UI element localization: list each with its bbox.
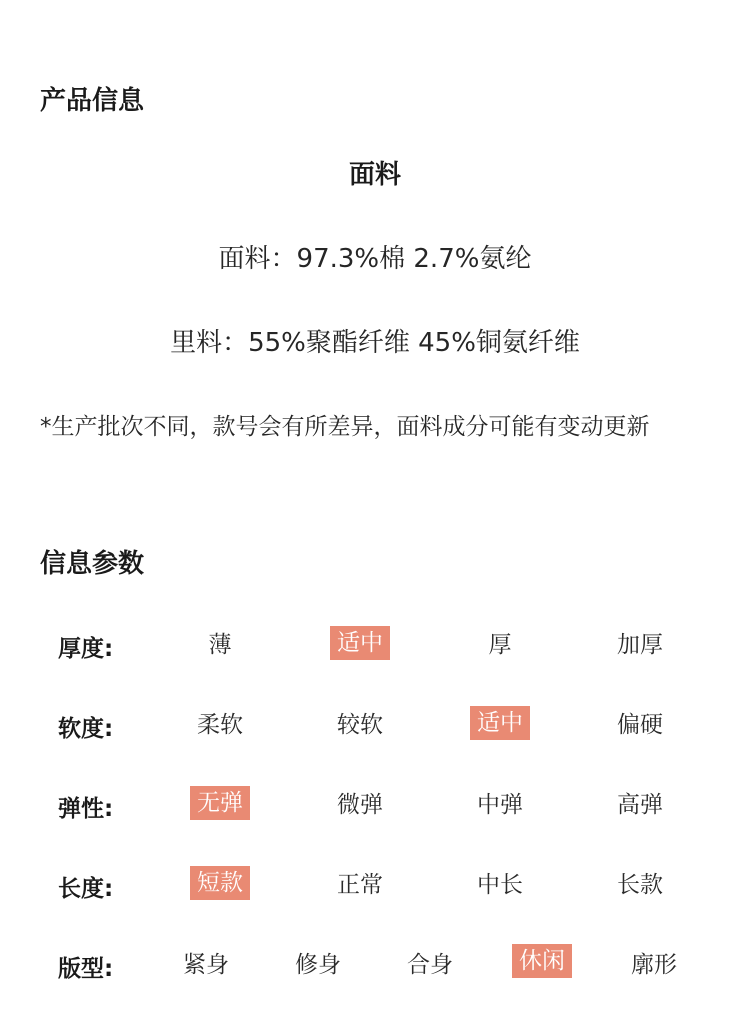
row-label: 厚度: [58, 636, 114, 662]
option-short-selected: 短款 [190, 866, 250, 900]
row-label: 软度: [58, 716, 114, 742]
option-medium-selected: 适中 [470, 706, 530, 740]
product-info-title: 产品信息 [40, 86, 145, 116]
row-label: 版型: [58, 956, 114, 982]
option-medium-selected: 适中 [330, 626, 390, 660]
option-thin: 薄 [208, 632, 232, 658]
option-regular: 正常 [337, 872, 383, 898]
fabric-heading: 面料 [348, 160, 401, 190]
option-slim: 修身 [295, 952, 341, 978]
option-soft: 柔软 [197, 712, 243, 738]
option-slight-stretch: 微弹 [337, 792, 383, 818]
params-title: 信息参数 [40, 549, 145, 579]
option-fitted: 合身 [407, 952, 453, 978]
row-label: 长度: [58, 876, 114, 902]
option-long: 长款 [617, 872, 663, 898]
fabric-composition: 面料：97.3%棉 2.7%氨纶 [218, 244, 532, 274]
option-no-stretch-selected: 无弹 [190, 786, 250, 820]
option-medium-stretch: 中弹 [477, 792, 523, 818]
option-fairly-soft: 较软 [337, 712, 383, 738]
option-high-stretch: 高弹 [617, 792, 663, 818]
option-stiff: 偏硬 [617, 712, 663, 738]
option-silhouette: 廓形 [631, 952, 677, 978]
option-casual-selected: 休闲 [512, 944, 572, 978]
option-tight: 紧身 [183, 952, 229, 978]
option-extra-thick: 加厚 [617, 632, 663, 658]
lining-composition: 里料：55%聚酯纤维 45%铜氨纤维 [170, 328, 580, 358]
option-thick: 厚 [488, 632, 512, 658]
option-mid-length: 中长 [477, 872, 523, 898]
row-label: 弹性: [58, 796, 114, 822]
batch-note: *生产批次不同，款号会有所差异，面料成分可能有变动更新 [40, 414, 650, 440]
